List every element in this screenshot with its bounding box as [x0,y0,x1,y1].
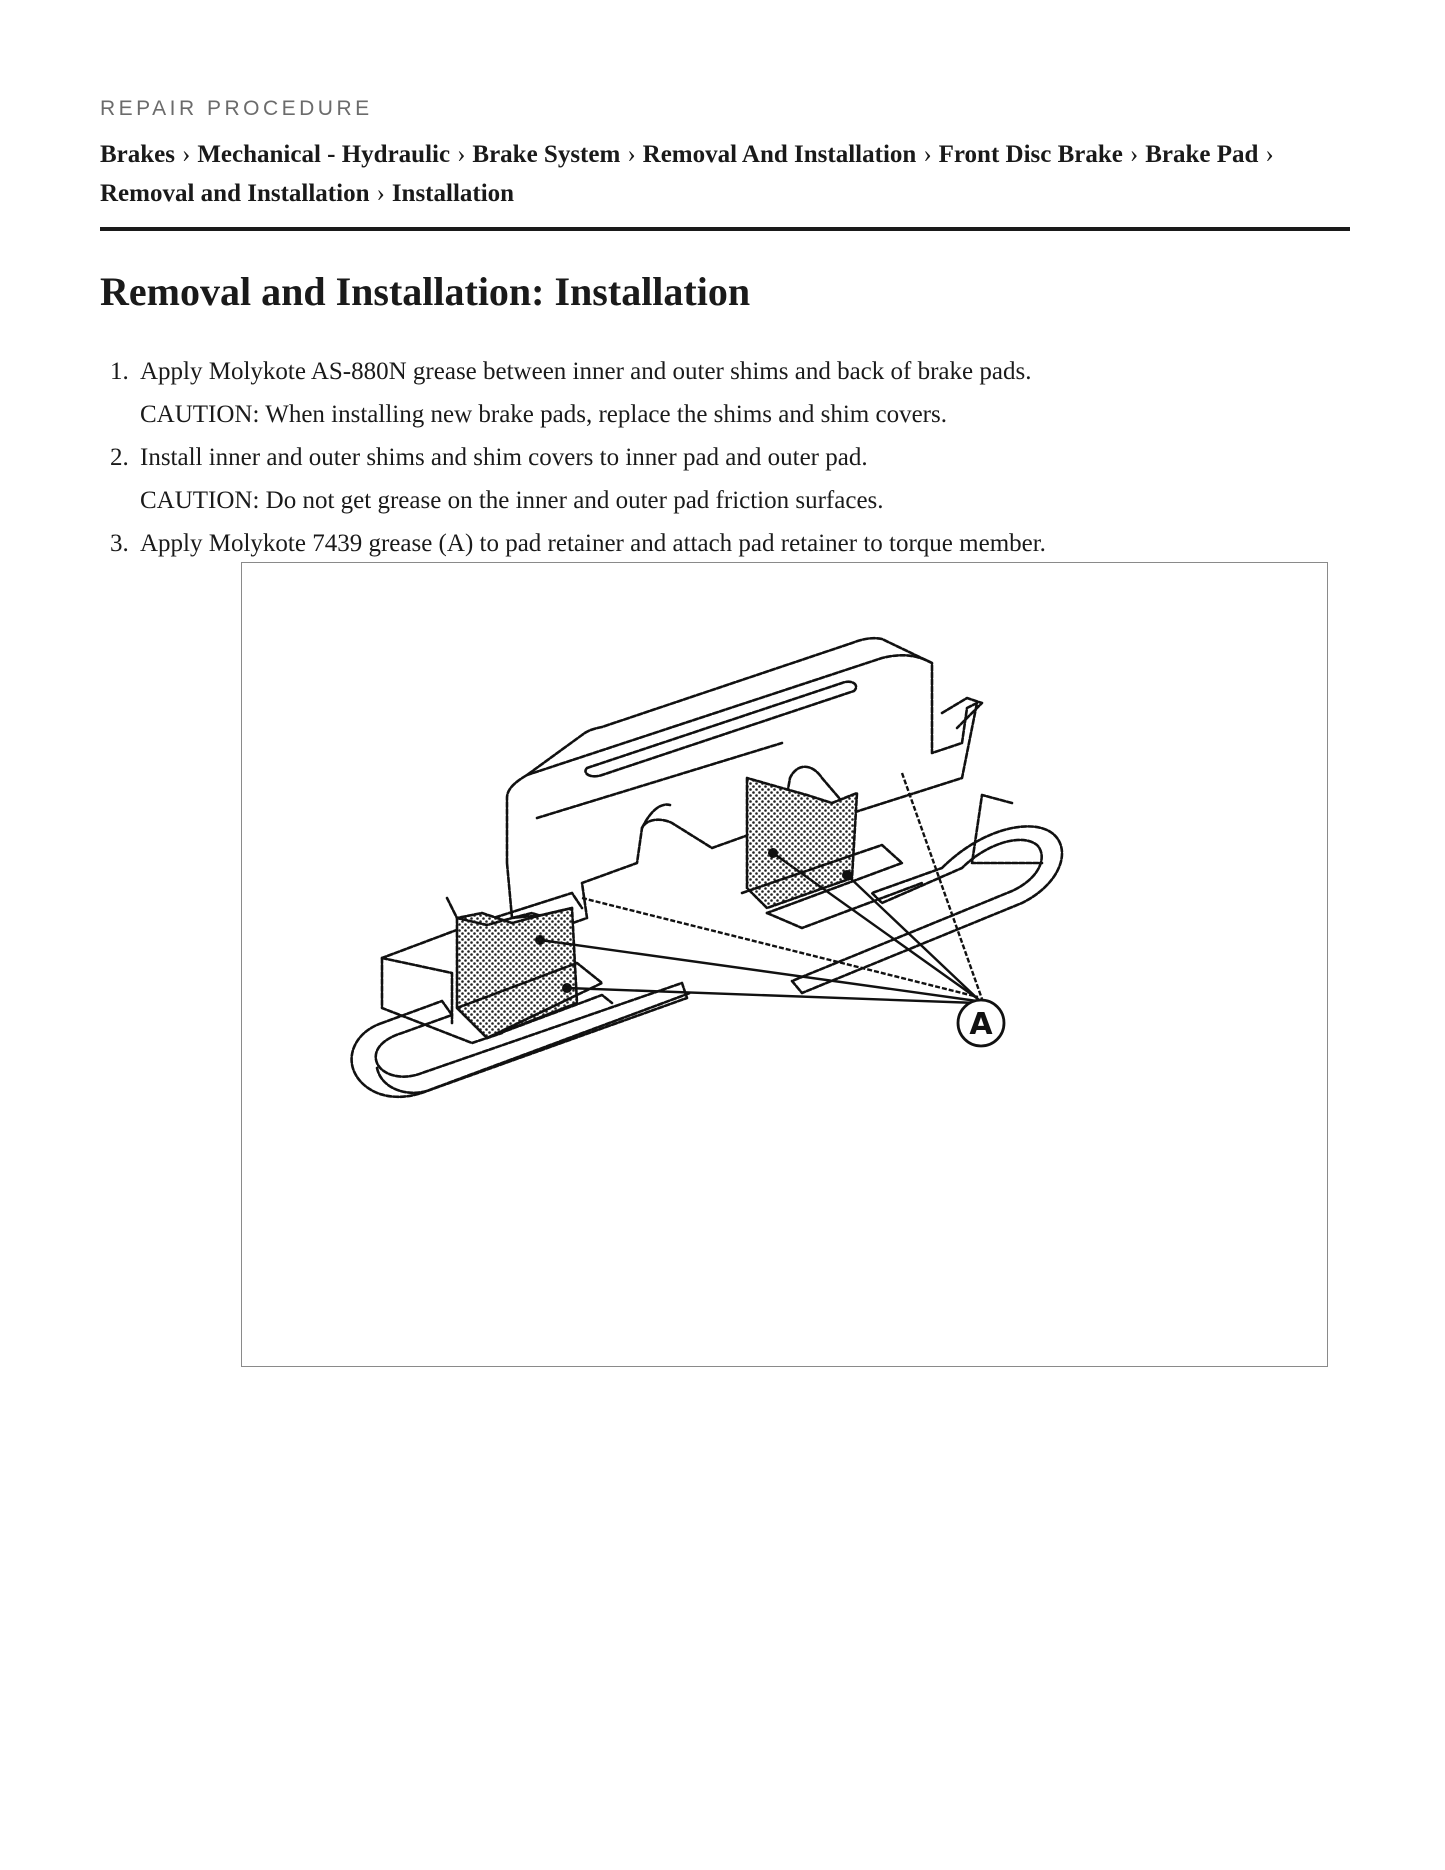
right-pad-retainer-shade [747,778,857,908]
breadcrumb-item[interactable]: Brake Pad [1145,141,1259,168]
step-number: 1. [110,358,129,385]
step-text: Apply Molykote AS-880N grease between inner and outer shims and back of brake pads. [140,358,1032,385]
breadcrumb-item[interactable]: Removal and Installation [100,180,370,207]
step-text: Apply Molykote 7439 grease (A) to pad retainer and attach pad retainer to torque member. [140,530,1046,557]
procedure-steps [110,350,1320,565]
step-caution: CAUTION: When installing new brake pads, replace the shims and shim covers. [140,401,947,428]
step-caution: CAUTION: Do not get grease on the inner and outer pad friction surfaces. [140,487,884,514]
page-title: Removal and Installation: Installation [100,269,751,314]
breadcrumb-separator: › [627,141,636,168]
header-divider [100,227,1350,231]
step-text: Install inner and outer shims and shim covers to inner pad and outer pad. [140,444,868,471]
breadcrumb-separator: › [376,180,385,207]
breadcrumb-item[interactable]: Mechanical - Hydraulic [197,141,451,168]
step-number: 3. [110,530,129,557]
breadcrumb-separator: › [1265,141,1274,168]
document-kicker: REPAIR PROCEDURE [100,97,373,120]
breadcrumb-item[interactable]: Brakes [100,141,175,168]
pad-retainer-illustration [241,562,1328,1367]
breadcrumb-separator: › [182,141,191,168]
breadcrumb-item[interactable]: Brake System [472,141,621,168]
brake-pad-diagram [242,563,1327,1366]
breadcrumb-item-current: Installation [391,180,515,207]
torque-member-body [507,638,977,925]
step-item [110,522,1320,565]
callout-label: A [969,1007,993,1042]
breadcrumb-item[interactable]: Front Disc Brake [938,141,1123,168]
step-number: 2. [110,444,129,471]
breadcrumb-separator: › [457,141,466,168]
step-item [110,436,1320,522]
breadcrumb-item[interactable]: Removal And Installation [642,141,917,168]
breadcrumb-separator: › [1129,141,1139,168]
left-pad-retainer-shade [457,908,577,1038]
breadcrumb [100,135,1350,213]
step-item [110,350,1320,436]
breadcrumb-separator: › [923,141,932,168]
